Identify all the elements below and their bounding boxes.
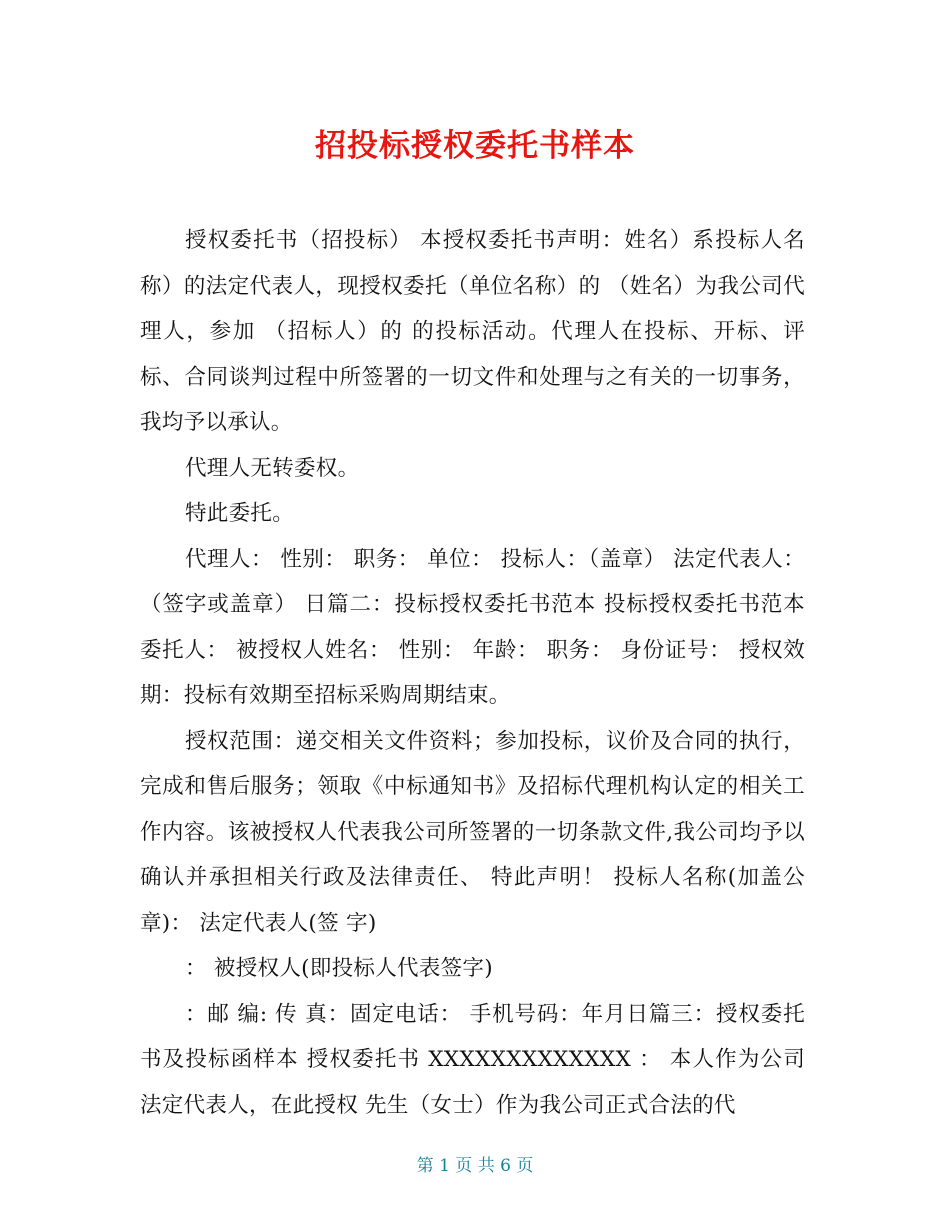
page-number: 第 1 页 共 6 页 bbox=[416, 1156, 534, 1176]
paragraph-authorization-statement: 授权委托书（招投标） 本授权委托书声明：姓名）系投标人名称）的法定代表人，现授权委托（单位名称）的 （姓名）为我公司代理人，参加 （招标人）的 的投标活动。代理人在投标、开标、评标、合同谈判过程中所签署的一切文件和处理与之有关的一切事务，我均予以承认。 bbox=[140, 228, 805, 435]
paragraph-authorized-person-signature: ： 被授权人(即投标人代表签字) bbox=[185, 956, 493, 981]
paragraph-hereby-entrust: 特此委托。 bbox=[185, 501, 295, 526]
paragraph-contact-and-part-three: ：邮 编: 传 真：固定电话： 手机号码：年月日篇三：授权委托书及投标函样本 授权委托书 XXXXXXXXXXXXX ： 本人作为公司法定代表人，在此授权 先生（女士）作为我公司正式合法的代 bbox=[140, 1001, 805, 1118]
paragraph-authorization-scope: 授权范围：递交相关文件资料；参加投标，议价及合同的执行，完成和售后服务；领取《中标通知书》及招标代理机构认定的相关工作内容。该被授权人代表我公司所签署的一切条款文件,我公司均予以确认并承担相关行政及法律责任、 特此声明！ 投标人名称(加盖公章)： 法定代表人(签 字) bbox=[140, 728, 805, 936]
document-body bbox=[140, 218, 805, 1128]
document-title: 招投标授权委托书样本 bbox=[315, 128, 635, 164]
paragraph-no-subdelegation: 代理人无转委权。 bbox=[185, 455, 360, 481]
paragraph-agent-info: 代理人： 性别： 职务： 单位： 投标人：（盖章） 法定代表人：（签字或盖章） 日篇二：投标授权委托书范本 投标授权委托书范本 委托人： 被授权人姓名： 性别： 年龄： 职务： 身份证号： 授权效期：投标有效期至招标采购周期结束。 bbox=[140, 546, 805, 708]
